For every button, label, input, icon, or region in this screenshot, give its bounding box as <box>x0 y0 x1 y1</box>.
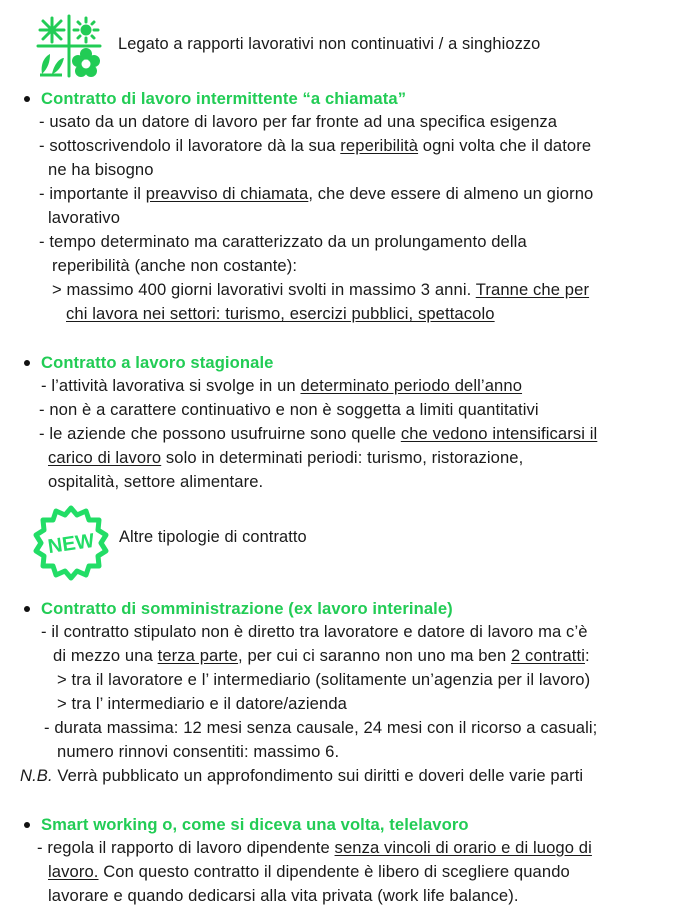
text-segment: > massimo 400 giorni lavorativi svolti in massimo 3 anni. <box>52 280 476 299</box>
text-line: lavorare e quando dedicarsi alla vita privata (work life balance). <box>48 886 519 905</box>
text-segment: - l’attività lavorativa si svolge in un <box>41 376 301 395</box>
underlined-text: reperibilità <box>340 136 419 155</box>
text-segment: - sottoscrivendolo il lavoratore dà la sua <box>39 136 341 155</box>
underlined-text: senza vincoli di orario e di luogo di <box>334 838 592 857</box>
heading-intermittente: Contratto di lavoro intermittente “a chiamata” <box>41 89 407 108</box>
bullet <box>24 822 30 828</box>
section-title-altre: Altre tipologie di contratto <box>119 528 307 546</box>
text-segment: Con questo contratto il dipendente è libero di scegliere quando <box>98 862 570 881</box>
note-line <box>20 764 583 788</box>
underlined-text: preavviso di chiamata <box>145 184 309 203</box>
underlined-text: Tranne che per <box>475 280 590 299</box>
text-line: > tra il lavoratore e l’ intermediario (solitamente un’agenzia per il lavoro) <box>57 670 591 689</box>
text-line: numero rinnovi consentiti: massimo 6. <box>57 742 340 761</box>
bullet <box>24 96 30 102</box>
text-line: - durata massima: 12 mesi senza causale, 24 mesi con il ricorso a casuali; <box>44 718 598 737</box>
text-line <box>39 134 591 158</box>
text-segment: di mezzo una <box>53 646 158 665</box>
text-line <box>52 278 589 302</box>
underlined-text: terza parte <box>157 646 239 665</box>
new-badge-icon <box>32 504 110 582</box>
underlined-text: carico di lavoro <box>48 448 162 467</box>
text-segment: - le aziende che possono usufruirne sono quelle <box>39 424 401 443</box>
text-line: - usato da un datore di lavoro per far fronte ad una specifica esigenza <box>39 112 558 131</box>
text-segment: - importante il <box>39 184 146 203</box>
note-label: N.B. <box>20 766 53 785</box>
text-line <box>66 302 495 326</box>
text-line: reperibilità (anche non costante): <box>52 256 298 275</box>
note-text: Verrà pubblicato un approfondimento sui diritti e doveri delle varie parti <box>52 766 584 785</box>
badge-text: NEW <box>46 529 96 559</box>
seasons-icon <box>36 14 102 78</box>
text-segment: , che deve essere di almeno un giorno <box>308 184 594 203</box>
text-line: - il contratto stipulato non è diretto tra lavoratore e datore di lavoro ma c’è <box>41 622 588 641</box>
text-line: ospitalità, settore alimentare. <box>48 472 264 491</box>
underlined-text: determinato periodo dell’anno <box>300 376 523 395</box>
text-segment: ogni volta che il datore <box>418 136 592 155</box>
text-line <box>48 860 570 884</box>
underlined-text: che vedono intensificarsi il <box>400 424 598 443</box>
heading-smart-working: Smart working o, come si diceva una volta, telelavoro <box>41 815 469 834</box>
text-line <box>41 374 522 398</box>
bullet <box>24 360 30 366</box>
text-line: lavorativo <box>48 208 121 227</box>
text-segment: solo in determinati periodi: turismo, ristorazione, <box>161 448 524 467</box>
heading-stagionale: Contratto a lavoro stagionale <box>41 353 274 372</box>
text-line: - non è a carattere continuativo e non è soggetta a limiti quantitativi <box>39 400 539 419</box>
text-line <box>53 644 590 668</box>
text-segment: - regola il rapporto di lavoro dipendente <box>37 838 335 857</box>
bullet <box>24 606 30 612</box>
underlined-text: lavoro. <box>48 862 99 881</box>
text-line: > tra l’ intermediario e il datore/azienda <box>57 694 347 713</box>
heading-somministrazione: Contratto di somministrazione (ex lavoro interinale) <box>41 599 453 618</box>
text-line: ne ha bisogno <box>48 160 154 179</box>
underlined-text: 2 contratti <box>511 646 585 665</box>
underlined-text: chi lavora nei settori: turismo, esercizi pubblici, spettacolo <box>66 304 495 323</box>
text-line <box>39 422 597 446</box>
text-line <box>48 446 523 470</box>
text-segment: : <box>584 646 590 665</box>
text-line <box>39 182 593 206</box>
text-segment: , per cui ci saranno non uno ma ben <box>238 646 512 665</box>
text-line <box>37 836 592 860</box>
text-line: - tempo determinato ma caratterizzato da un prolungamento della <box>39 232 527 251</box>
section-title-noncontinuativi: Legato a rapporti lavorativi non continuativi / a singhiozzo <box>118 35 541 53</box>
